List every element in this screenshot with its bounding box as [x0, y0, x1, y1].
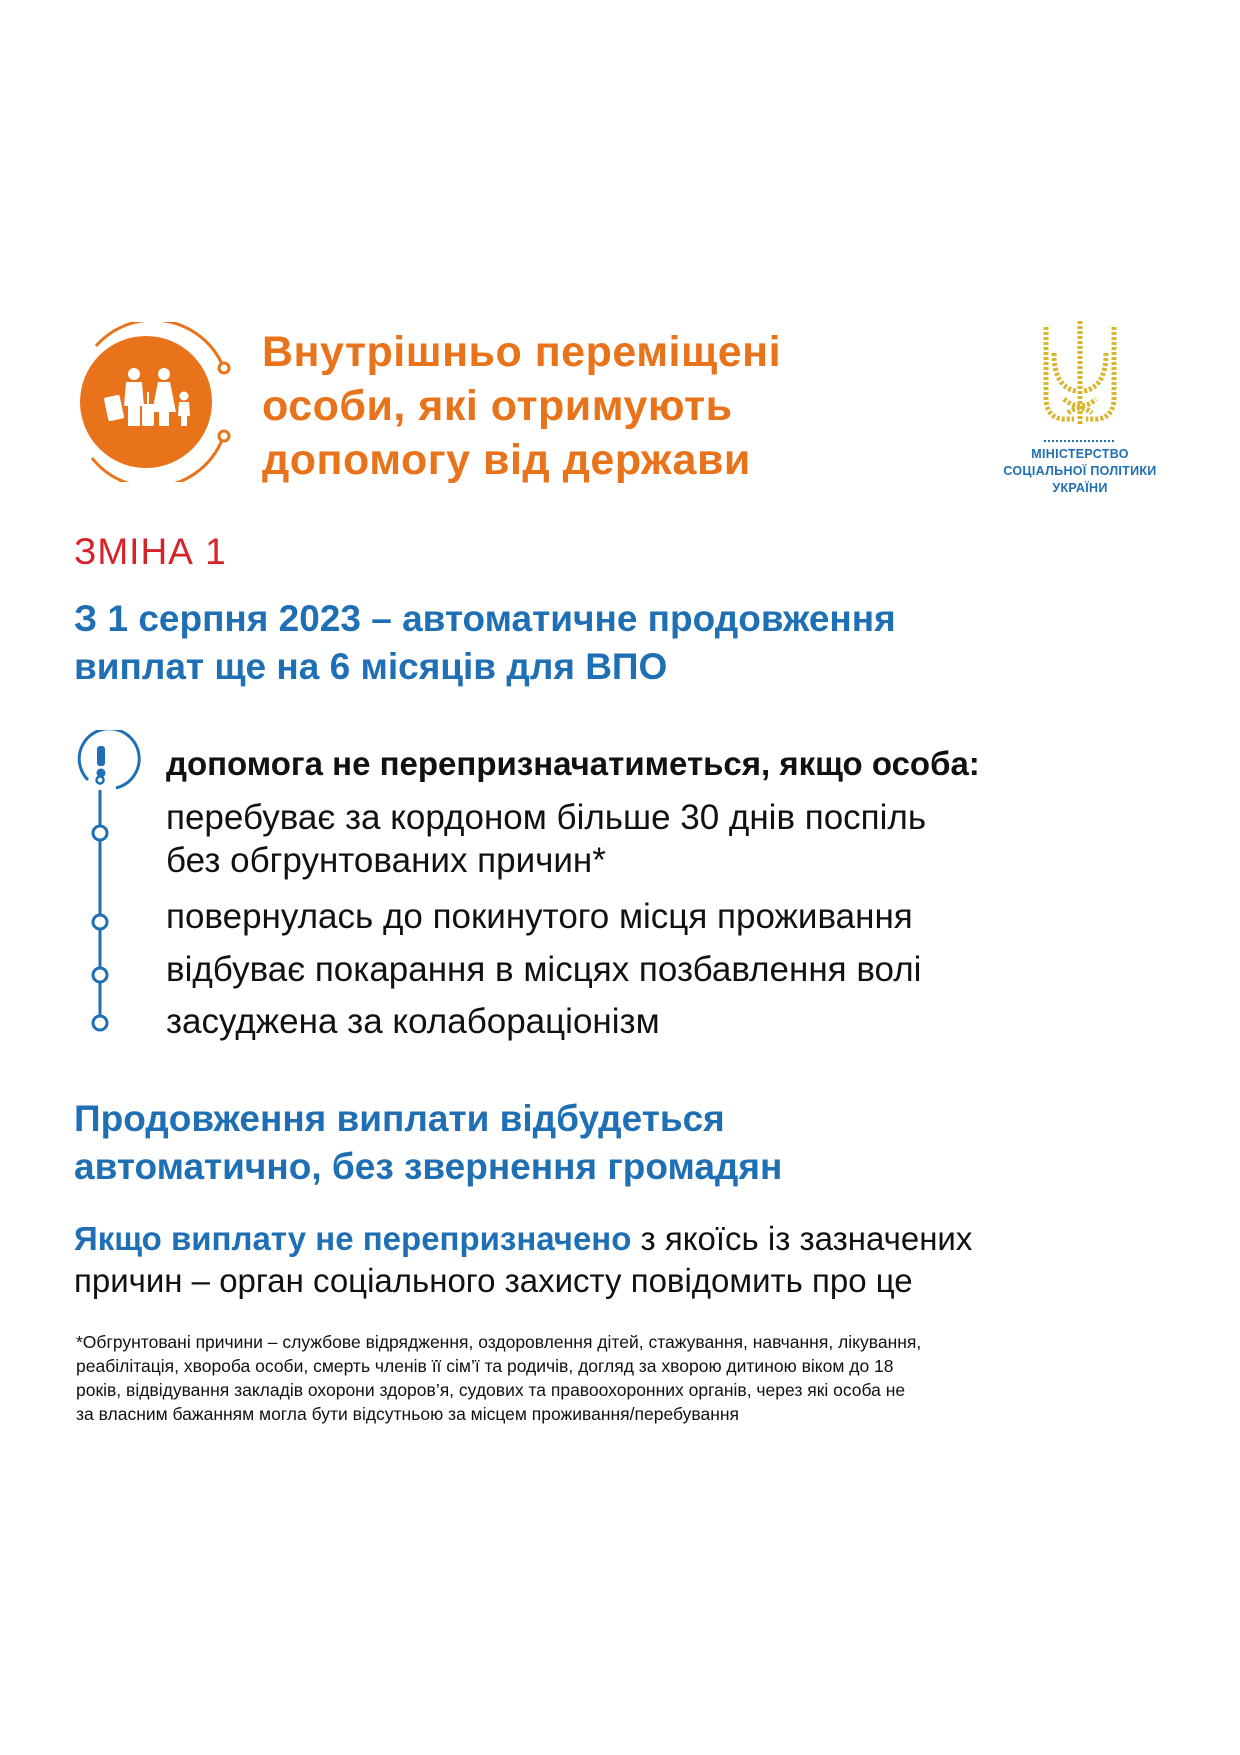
- title-line: Внутрішньо переміщені: [262, 328, 782, 376]
- condition-item: [166, 1000, 660, 1043]
- footnote-line: *Обгрунтовані причини – службове відрядження, оздоровлення дітей, стажування, навчання, лікування,: [76, 1332, 922, 1352]
- headline-line: З 1 серпня 2023 – автоматичне продовження: [74, 598, 896, 639]
- condition-line: без обгрунтованих причин*: [166, 841, 606, 880]
- notify-line: причин – орган соціального захисту повідомить про це: [74, 1262, 913, 1299]
- condition-line: повернулась до покинутого місця проживання: [166, 897, 913, 936]
- ministry-name-line: МІНІСТЕРСТВО: [1031, 447, 1129, 461]
- condition-item: [166, 796, 926, 882]
- condition-item: [166, 895, 913, 938]
- change-label: ЗМІНА 1: [74, 531, 227, 572]
- ministry-name-line: УКРАЇНИ: [1052, 481, 1108, 495]
- condition-line: перебуває за кордоном більше 30 днів поспіль: [166, 798, 927, 837]
- footnote: [76, 1330, 1186, 1426]
- auto-note-line: Продовження виплати відбудеться: [74, 1098, 725, 1139]
- family-with-luggage-icon: [72, 322, 240, 482]
- footnote-line: років, відвідування закладів охорони здоров’я, судових та правоохоронних органів, через які особа не: [76, 1380, 906, 1400]
- auto-note-line: автоматично, без звернення громадян: [74, 1146, 783, 1187]
- notify-highlight: Якщо виплату не перепризначено: [74, 1220, 632, 1257]
- title-line: особи, які отримують: [262, 382, 733, 430]
- timeline: [72, 730, 152, 1040]
- condition-item: [166, 948, 921, 991]
- timeline-dot: [93, 915, 107, 929]
- title-line: допомогу від держави: [262, 436, 751, 484]
- condition-line: засуджена за колабораціонізм: [166, 1002, 660, 1041]
- notify-rest: з якоїсь із зазначених: [631, 1220, 973, 1257]
- exclamation-icon: [79, 730, 139, 788]
- page-title: [262, 325, 922, 487]
- conditions-heading: допомога не перепризначатиметься, якщо особа:: [166, 745, 980, 782]
- condition-line: відбуває покарання в місцях позбавлення волі: [166, 950, 922, 989]
- footnote-line: за власним бажанням могла бути відсутньою за місцем проживання/перебування: [76, 1404, 740, 1424]
- timeline-dot: [93, 1016, 107, 1030]
- ministry-name-line: СОЦІАЛЬНОЇ ПОЛІТИКИ: [1003, 464, 1157, 478]
- ministry-name: [980, 446, 1180, 497]
- headline-line: виплат ще на 6 місяців для ВПО: [74, 646, 668, 687]
- notification-note: [74, 1218, 972, 1302]
- footnote-line: реабілітація, хвороба особи, смерть членів її сім’ї та родичів, догляд за хворою дитиною віком до 18: [76, 1356, 894, 1376]
- ministry-divider: [1044, 430, 1116, 434]
- trident-icon: [1040, 317, 1120, 433]
- timeline-dot: [93, 968, 107, 982]
- headline: [74, 595, 1174, 691]
- timeline-dot: [93, 826, 107, 840]
- auto-renewal-note: [74, 1095, 782, 1191]
- notify-line: [74, 1218, 972, 1260]
